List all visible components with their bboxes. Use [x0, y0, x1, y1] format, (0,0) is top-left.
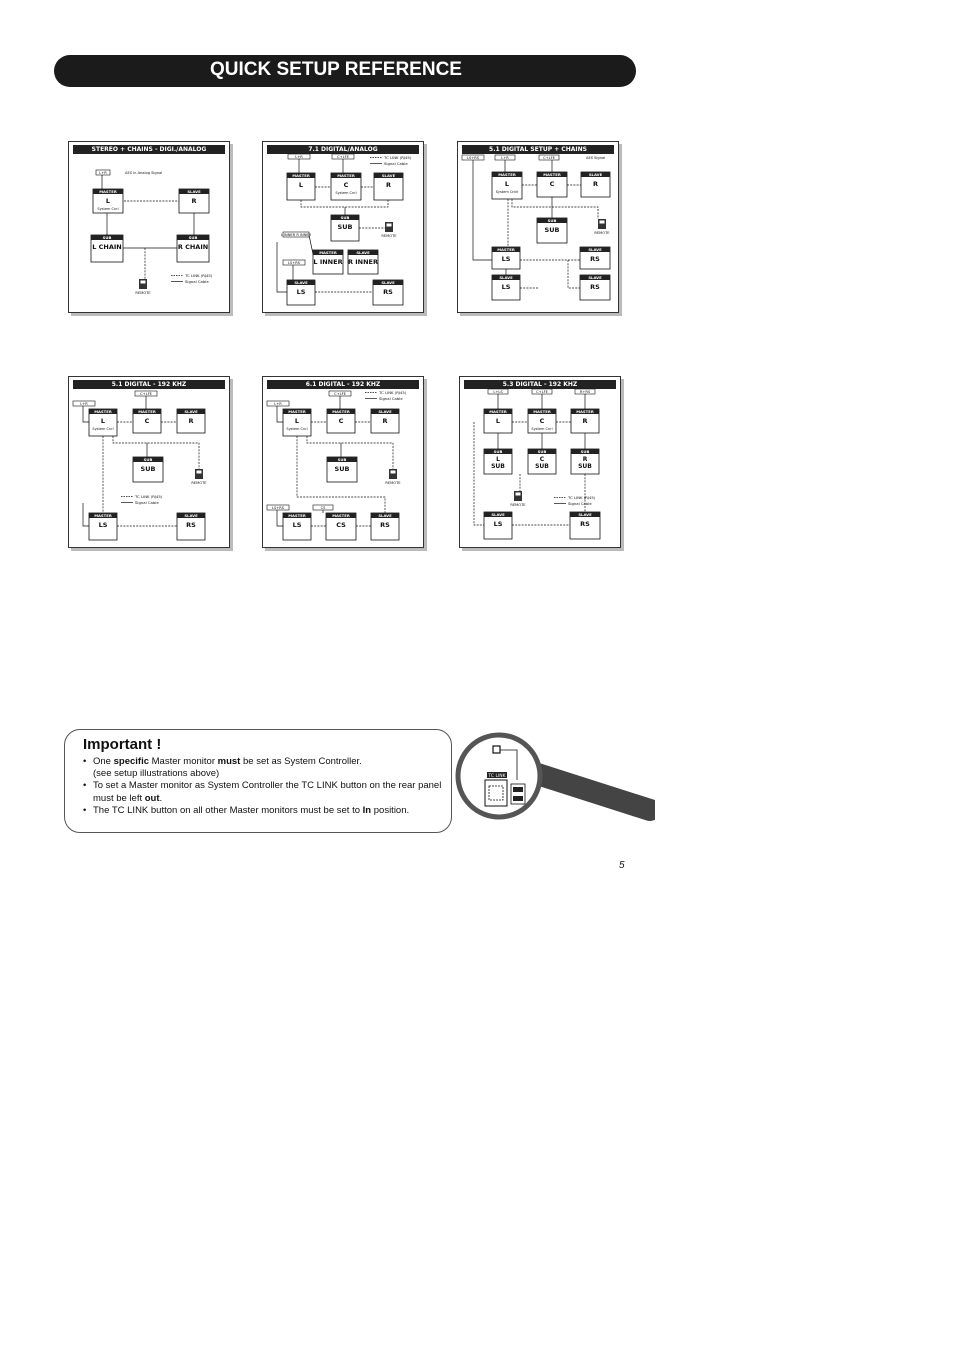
speaker-role-label: MASTER [497, 247, 515, 253]
speaker-name-label: R [191, 197, 197, 205]
speaker-role-label: MASTER [332, 409, 350, 415]
input-label: L+R [99, 171, 107, 175]
system-controller-label: System Cnrl [531, 427, 553, 431]
diagram-drawing [69, 377, 229, 547]
input-label: L INNER R INNER [280, 233, 312, 237]
system-controller-label: System Cnrl [286, 427, 308, 431]
speaker-name-label: C [338, 417, 344, 425]
rj45-port-icon [485, 780, 507, 806]
speaker-role-label: MASTER [99, 189, 117, 195]
diagram-5-1-digital-chains [457, 141, 619, 313]
diagram-drawing [69, 142, 229, 312]
bullet: • [83, 804, 87, 816]
speaker-name-label: LS [292, 521, 302, 529]
speaker-name-label: CS [336, 521, 346, 529]
connection-line [309, 235, 313, 254]
speaker-name-label: R INNER [347, 258, 379, 266]
remote-label: REMOTE [385, 481, 401, 485]
page-number: 5 [619, 860, 625, 871]
item-continuation: (see setup illustrations above) [93, 768, 220, 780]
connection-line [277, 406, 283, 422]
speaker-role-label: MASTER [533, 409, 551, 415]
legend-label: TC LINK (RJ45) [568, 495, 596, 500]
speaker-role-label: SUB [337, 457, 347, 463]
remote-label: REMOTE [191, 481, 207, 485]
speaker-name-label: L CHAIN [92, 243, 122, 251]
connection-line [301, 200, 388, 207]
page-title: QUICK SETUP REFERENCE [210, 59, 462, 80]
system-controller-label: System Cntrl [495, 190, 519, 194]
speaker-role-label: SLAVE [294, 280, 308, 286]
item-text: One [93, 756, 114, 767]
important-item [75, 805, 445, 817]
speaker-name-label: R [188, 417, 194, 425]
legend-label: Signal Cable [384, 161, 408, 166]
speaker-name-label: SUB [140, 465, 156, 473]
speaker-name-label: C [343, 181, 349, 189]
speaker-name-label: R [385, 181, 392, 189]
speaker-name-label: R CHAIN [177, 243, 209, 251]
speaker-name-label: R [582, 417, 588, 425]
diagram-drawing [263, 142, 423, 312]
speaker-role-label: SLAVE [578, 512, 592, 518]
connection-line [83, 406, 89, 422]
speaker-role-label: SUB [537, 449, 547, 455]
system-controller-label: System Cnrl [92, 427, 114, 431]
diagram-note: AES in Analog Signal [125, 171, 163, 175]
speaker-name-label: L [496, 456, 500, 463]
bullet: • [83, 780, 87, 792]
input-label: L+R [295, 155, 303, 159]
speaker-name-label: C [549, 180, 555, 188]
legend-label: Signal Cable [568, 501, 592, 506]
important-list [75, 756, 445, 817]
input-label: C+LFE [543, 156, 555, 160]
speaker-name-label: SUB [334, 465, 350, 473]
speaker-name-label: RS [590, 283, 600, 291]
diagram-title: 5.1 DIGITAL - 192 KHZ [73, 380, 225, 389]
item-text: be set as System Controller. [240, 756, 362, 767]
speaker-name-label: SUB [337, 223, 353, 231]
speaker-role-label: SLAVE [499, 275, 513, 281]
diagram-title: 7.1 DIGITAL/ANALOG [267, 145, 419, 154]
speaker-role-label: SLAVE [184, 409, 198, 415]
speaker-role-label: SLAVE [381, 280, 395, 286]
diagram-drawing [458, 142, 618, 312]
speaker-name-label: LS [501, 255, 511, 263]
connection-line [83, 503, 89, 526]
input-label: R+RS [579, 390, 591, 394]
tc-link-button-icon [493, 746, 500, 753]
speaker-name-label: L INNER [313, 258, 343, 266]
input-label: C+LFE [334, 392, 346, 396]
speaker-name-label: RS [186, 521, 196, 529]
legend-label: TC LINK (RJ45) [384, 155, 412, 160]
legend-label: TC LINK (RJ45) [135, 494, 163, 499]
legend-label: TC LINK (RJ45) [185, 273, 213, 278]
speaker-name-label: L [294, 417, 300, 425]
diagram-title: 5.1 DIGITAL SETUP + CHAINS [462, 145, 614, 154]
speaker-name-label: L [495, 417, 501, 425]
diagram-7-1-digital-analog [262, 141, 424, 313]
remote-label: REMOTE [594, 231, 610, 235]
speaker-role-label: MASTER [337, 173, 355, 179]
speaker-role-label: MASTER [498, 172, 516, 178]
speaker-role-label: SLAVE [187, 189, 201, 195]
speaker-role-label: MASTER [292, 173, 310, 179]
remote-icon-screen [516, 493, 521, 496]
item-text: Master monitor [149, 756, 218, 767]
input-label: C+LFE [140, 392, 152, 396]
diagram-drawing [263, 377, 423, 547]
input-label: L+LS [493, 390, 503, 394]
input-label: L+R [501, 156, 509, 160]
magnifier-handle [525, 770, 650, 810]
speaker-role-label: SUB [102, 235, 112, 241]
speaker-role-label: MASTER [288, 513, 306, 519]
connection-line [568, 260, 580, 288]
speaker-role-label: SLAVE [491, 512, 505, 518]
diagram-title: 5.3 DIGITAL - 192 KHZ [464, 380, 616, 389]
diagram-6-1-digital-192 [262, 376, 424, 548]
bullet: • [83, 756, 87, 767]
speaker-name-label: RS [380, 521, 390, 529]
title-bar [54, 55, 636, 87]
speaker-name-label: L [105, 197, 111, 205]
input-label: LS+RS [287, 261, 301, 265]
remote-icon-screen [600, 221, 605, 224]
connection-line [277, 242, 287, 292]
speaker-role-label: MASTER [138, 409, 156, 415]
remote-icon-screen [391, 471, 396, 474]
speaker-role-label: SUB [188, 235, 198, 241]
diagram-title: 6.1 DIGITAL - 192 KHZ [267, 380, 419, 389]
remote-icon-screen [197, 471, 202, 474]
speaker-name-label: RS [590, 255, 600, 263]
speaker-name-label: LS [98, 521, 108, 529]
input-label: LS+RS [271, 506, 285, 510]
system-controller-label: System Cnrl [335, 191, 357, 195]
speaker-role-label: SLAVE [588, 172, 603, 178]
speaker-name-label: C [539, 456, 545, 463]
remote-label: REMOTE [510, 503, 526, 507]
tc-link-label: TC LINK [488, 774, 506, 779]
speaker-role-label: MASTER [332, 513, 350, 519]
speaker-role-label: MASTER [576, 409, 594, 415]
diagram-5-3-digital-192 [459, 376, 621, 548]
input-label: L+R [274, 402, 282, 406]
speaker-name-label: RS [580, 520, 590, 528]
speaker-name-label: C [539, 417, 545, 425]
important-title: Important ! [83, 736, 162, 753]
speaker-name-label: SUB [544, 226, 560, 234]
magnifier-illustration [455, 730, 655, 840]
speaker-role-label: SLAVE [381, 173, 396, 179]
speaker-role-label: MASTER [288, 409, 306, 415]
speaker-role-label: MASTER [94, 409, 112, 415]
input-label: C+LFE [536, 390, 548, 394]
speaker-name-label: R [382, 417, 388, 425]
speaker-role-label: SLAVE [378, 409, 392, 415]
emphasis-text: out [144, 792, 160, 804]
speaker-role-label: SLAVE [184, 513, 198, 519]
legend-label: Signal Cable [185, 279, 209, 284]
speaker-role-label: SLAVE [588, 247, 602, 253]
emphasis-text: In [362, 804, 372, 816]
speaker-name-label: SUB [491, 463, 505, 470]
speaker-role-label: MASTER [319, 250, 337, 256]
speaker-name-label: LS [296, 288, 306, 296]
speaker-role-label: MASTER [94, 513, 112, 519]
input-label: C+LFE [337, 155, 349, 159]
important-item [75, 780, 445, 804]
system-controller-label: System Cnrl [97, 207, 119, 211]
legend-label: Signal Cable [135, 500, 159, 505]
diagram-note: AES Signal [586, 156, 606, 160]
speaker-role-label: SLAVE [356, 250, 370, 256]
emphasis-text: must [217, 756, 241, 767]
connection-line [512, 199, 598, 219]
input-label: L+R [80, 402, 88, 406]
important-item [75, 756, 445, 780]
speaker-name-label: L [298, 181, 304, 189]
speaker-role-label: SLAVE [378, 513, 392, 519]
speaker-role-label: SUB [580, 449, 590, 455]
speaker-role-label: SUB [547, 218, 557, 224]
legend-label: Signal Cable [379, 396, 403, 401]
speaker-name-label: SUB [535, 463, 549, 470]
speaker-role-label: SUB [493, 449, 503, 455]
emphasis-text: specific [113, 756, 149, 767]
legend-label: TC LINK (RJ45) [379, 390, 407, 395]
speaker-role-label: MASTER [543, 172, 561, 178]
remote-icon-screen [141, 281, 146, 284]
speaker-name-label: RS [383, 288, 393, 296]
speaker-role-label: SLAVE [588, 275, 602, 281]
item-text: position. [371, 804, 410, 816]
speaker-role-label: SUB [143, 457, 153, 463]
speaker-name-label: L [504, 180, 510, 188]
speaker-role-label: SUB [340, 215, 350, 221]
connection-line [277, 510, 283, 526]
diagram-stereo-chains [68, 141, 230, 313]
connection-line [473, 160, 492, 260]
speaker-name-label: L [100, 417, 106, 425]
connection-line [474, 422, 484, 525]
item-text: To set a Master monitor as System Controller the TC LINK button on the rear panel must be left [93, 780, 442, 804]
item-text: . [159, 792, 163, 804]
diagram-drawing [460, 377, 620, 547]
speaker-name-label: R [592, 180, 599, 188]
item-text: The TC LINK button on all other Master monitors must be set to [93, 804, 363, 816]
diagram-title: STEREO + CHAINS - DIGI./ANALOG [73, 145, 225, 154]
input-label: LS+RS [466, 156, 480, 160]
remote-label: REMOTE [381, 234, 397, 238]
input-label: CS [320, 506, 326, 510]
speaker-name-label: SUB [578, 463, 592, 470]
speaker-name-label: C [144, 417, 150, 425]
speaker-role-label: MASTER [489, 409, 507, 415]
remote-icon-screen [387, 224, 392, 227]
speaker-name-label: LS [501, 283, 511, 291]
important-note [64, 729, 452, 833]
speaker-name-label: R [582, 456, 588, 463]
remote-label: REMOTE [135, 291, 151, 295]
speaker-name-label: LS [493, 520, 503, 528]
diagram-5-1-digital-192 [68, 376, 230, 548]
